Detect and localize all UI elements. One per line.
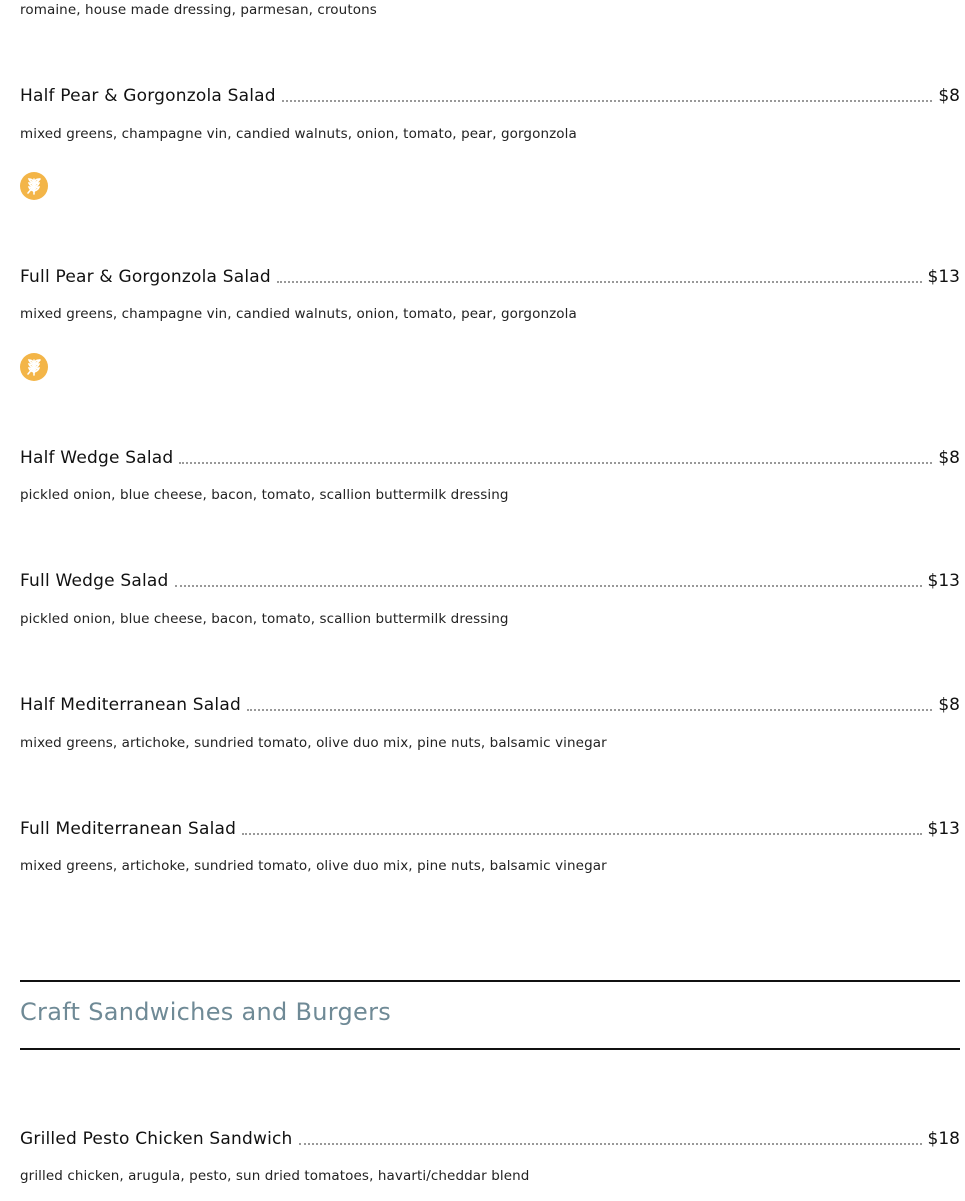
item-description: mixed greens, artichoke, sundried tomato, olive duo mix, pine nuts, balsamic vinegar bbox=[20, 735, 607, 751]
section-divider-bottom bbox=[20, 1048, 960, 1050]
item-description: mixed greens, champagne vin, candied walnuts, onion, tomato, pear, gorgonzola bbox=[20, 306, 577, 322]
item-description: grilled chicken, arugula, pesto, sun dried tomatoes, havarti/cheddar blend bbox=[20, 1168, 530, 1184]
item-price: $18 bbox=[927, 1129, 960, 1149]
menu-item bbox=[20, 689, 960, 715]
menu-item bbox=[20, 80, 960, 106]
item-name: Grilled Pesto Chicken Sandwich bbox=[20, 1129, 293, 1149]
gluten-free-icon bbox=[20, 172, 48, 200]
item-name: Half Pear & Gorgonzola Salad bbox=[20, 86, 276, 106]
menu-item bbox=[20, 261, 960, 287]
item-description: mixed greens, artichoke, sundried tomato, olive duo mix, pine nuts, balsamic vinegar bbox=[20, 858, 607, 874]
item-name: Full Wedge Salad bbox=[20, 571, 169, 591]
dotted-leader bbox=[179, 462, 932, 464]
menu-item bbox=[20, 1123, 960, 1149]
item-price: $13 bbox=[927, 571, 960, 591]
item-description: pickled onion, blue cheese, bacon, tomato, scallion buttermilk dressing bbox=[20, 487, 509, 503]
item-price: $8 bbox=[938, 695, 960, 715]
dotted-leader bbox=[299, 1143, 922, 1145]
menu-item bbox=[20, 442, 960, 468]
item-description: pickled onion, blue cheese, bacon, tomato, scallion buttermilk dressing bbox=[20, 611, 509, 627]
item-price: $8 bbox=[938, 86, 960, 106]
item-price: $13 bbox=[927, 267, 960, 287]
item-description: romaine, house made dressing, parmesan, croutons bbox=[20, 2, 377, 18]
dotted-leader bbox=[247, 709, 932, 711]
item-name: Half Mediterranean Salad bbox=[20, 695, 241, 715]
item-name: Half Wedge Salad bbox=[20, 448, 174, 468]
item-name: Full Pear & Gorgonzola Salad bbox=[20, 267, 271, 287]
item-name: Full Mediterranean Salad bbox=[20, 819, 237, 839]
menu-item bbox=[20, 813, 960, 839]
item-price: $13 bbox=[927, 819, 960, 839]
dotted-leader bbox=[282, 100, 933, 102]
dotted-leader bbox=[277, 281, 922, 283]
dotted-leader bbox=[175, 585, 922, 587]
item-description: mixed greens, champagne vin, candied walnuts, onion, tomato, pear, gorgonzola bbox=[20, 126, 577, 142]
gluten-free-icon bbox=[20, 353, 48, 381]
menu-item bbox=[20, 565, 960, 591]
dotted-leader bbox=[242, 833, 921, 835]
section-divider-top bbox=[20, 980, 960, 982]
item-price: $8 bbox=[938, 448, 960, 468]
section-title: Craft Sandwiches and Burgers bbox=[20, 998, 392, 1026]
